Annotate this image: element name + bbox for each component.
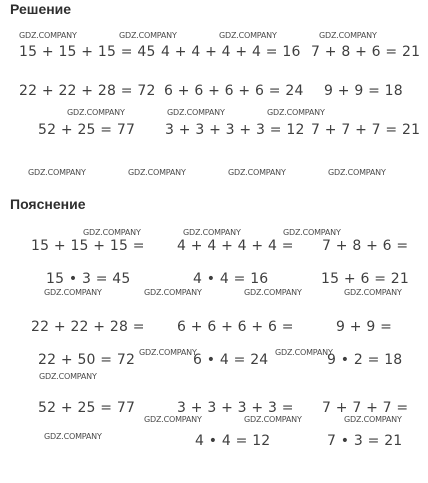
watermark: GDZ.COMPANY <box>83 228 141 237</box>
explanation-expression: 6 • 4 = 24 <box>193 352 269 368</box>
solution-expression: 15 + 15 + 15 = 45 <box>19 44 156 60</box>
watermark: GDZ.COMPANY <box>219 31 277 40</box>
explanation-expression: 52 + 25 = 77 <box>38 400 136 416</box>
explanation-expression: 9 + 9 = <box>336 319 393 335</box>
explanation-expression: 9 • 2 = 18 <box>327 352 403 368</box>
watermark: GDZ.COMPANY <box>244 288 302 297</box>
explanation-expression: 15 + 15 + 15 = <box>31 238 145 254</box>
watermark: GDZ.COMPANY <box>144 288 202 297</box>
solution-heading: Решение <box>10 1 72 17</box>
explanation-expression: 15 + 6 = 21 <box>321 271 409 287</box>
watermark: GDZ.COMPANY <box>44 288 102 297</box>
watermark: GDZ.COMPANY <box>183 228 241 237</box>
explanation-expression: 6 + 6 + 6 + 6 = <box>177 319 294 335</box>
watermark: GDZ.COMPANY <box>28 168 86 177</box>
explanation-expression: 7 + 8 + 6 = <box>322 238 409 254</box>
explanation-expression: 22 + 22 + 28 = <box>31 319 145 335</box>
solution-expression: 7 + 8 + 6 = 21 <box>311 44 421 60</box>
watermark: GDZ.COMPANY <box>328 168 386 177</box>
solution-expression: 4 + 4 + 4 + 4 = 16 <box>161 44 301 60</box>
watermark: GDZ.COMPANY <box>344 415 402 424</box>
watermark: GDZ.COMPANY <box>144 415 202 424</box>
explanation-heading: Пояснение <box>10 196 86 212</box>
explanation-expression: 3 + 3 + 3 + 3 = <box>177 400 294 416</box>
explanation-expression: 7 • 3 = 21 <box>327 433 403 449</box>
watermark: GDZ.COMPANY <box>128 168 186 177</box>
solution-expression: 7 + 7 + 7 = 21 <box>311 122 421 138</box>
explanation-expression: 4 • 4 = 16 <box>193 271 269 287</box>
watermark: GDZ.COMPANY <box>283 228 341 237</box>
explanation-expression: 4 • 4 = 12 <box>195 433 271 449</box>
explanation-expression: 4 + 4 + 4 + 4 = <box>177 238 294 254</box>
watermark: GDZ.COMPANY <box>67 108 125 117</box>
watermark: GDZ.COMPANY <box>139 348 197 357</box>
solution-expression: 22 + 22 + 28 = 72 <box>19 83 156 99</box>
explanation-expression: 22 + 50 = 72 <box>38 352 136 368</box>
watermark: GDZ.COMPANY <box>19 31 77 40</box>
watermark: GDZ.COMPANY <box>244 415 302 424</box>
solution-expression: 9 + 9 = 18 <box>324 83 403 99</box>
watermark: GDZ.COMPANY <box>319 31 377 40</box>
explanation-expression: 15 • 3 = 45 <box>46 271 131 287</box>
watermark: GDZ.COMPANY <box>39 372 97 381</box>
watermark: GDZ.COMPANY <box>228 168 286 177</box>
watermark: GDZ.COMPANY <box>267 108 325 117</box>
watermark: GDZ.COMPANY <box>275 348 333 357</box>
watermark: GDZ.COMPANY <box>119 31 177 40</box>
explanation-expression: 7 + 7 + 7 = <box>322 400 409 416</box>
watermark: GDZ.COMPANY <box>44 432 102 441</box>
solution-expression: 52 + 25 = 77 <box>38 122 136 138</box>
solution-expression: 3 + 3 + 3 + 3 = 12 <box>165 122 305 138</box>
watermark: GDZ.COMPANY <box>344 288 402 297</box>
solution-expression: 6 + 6 + 6 + 6 = 24 <box>164 83 304 99</box>
watermark: GDZ.COMPANY <box>167 108 225 117</box>
